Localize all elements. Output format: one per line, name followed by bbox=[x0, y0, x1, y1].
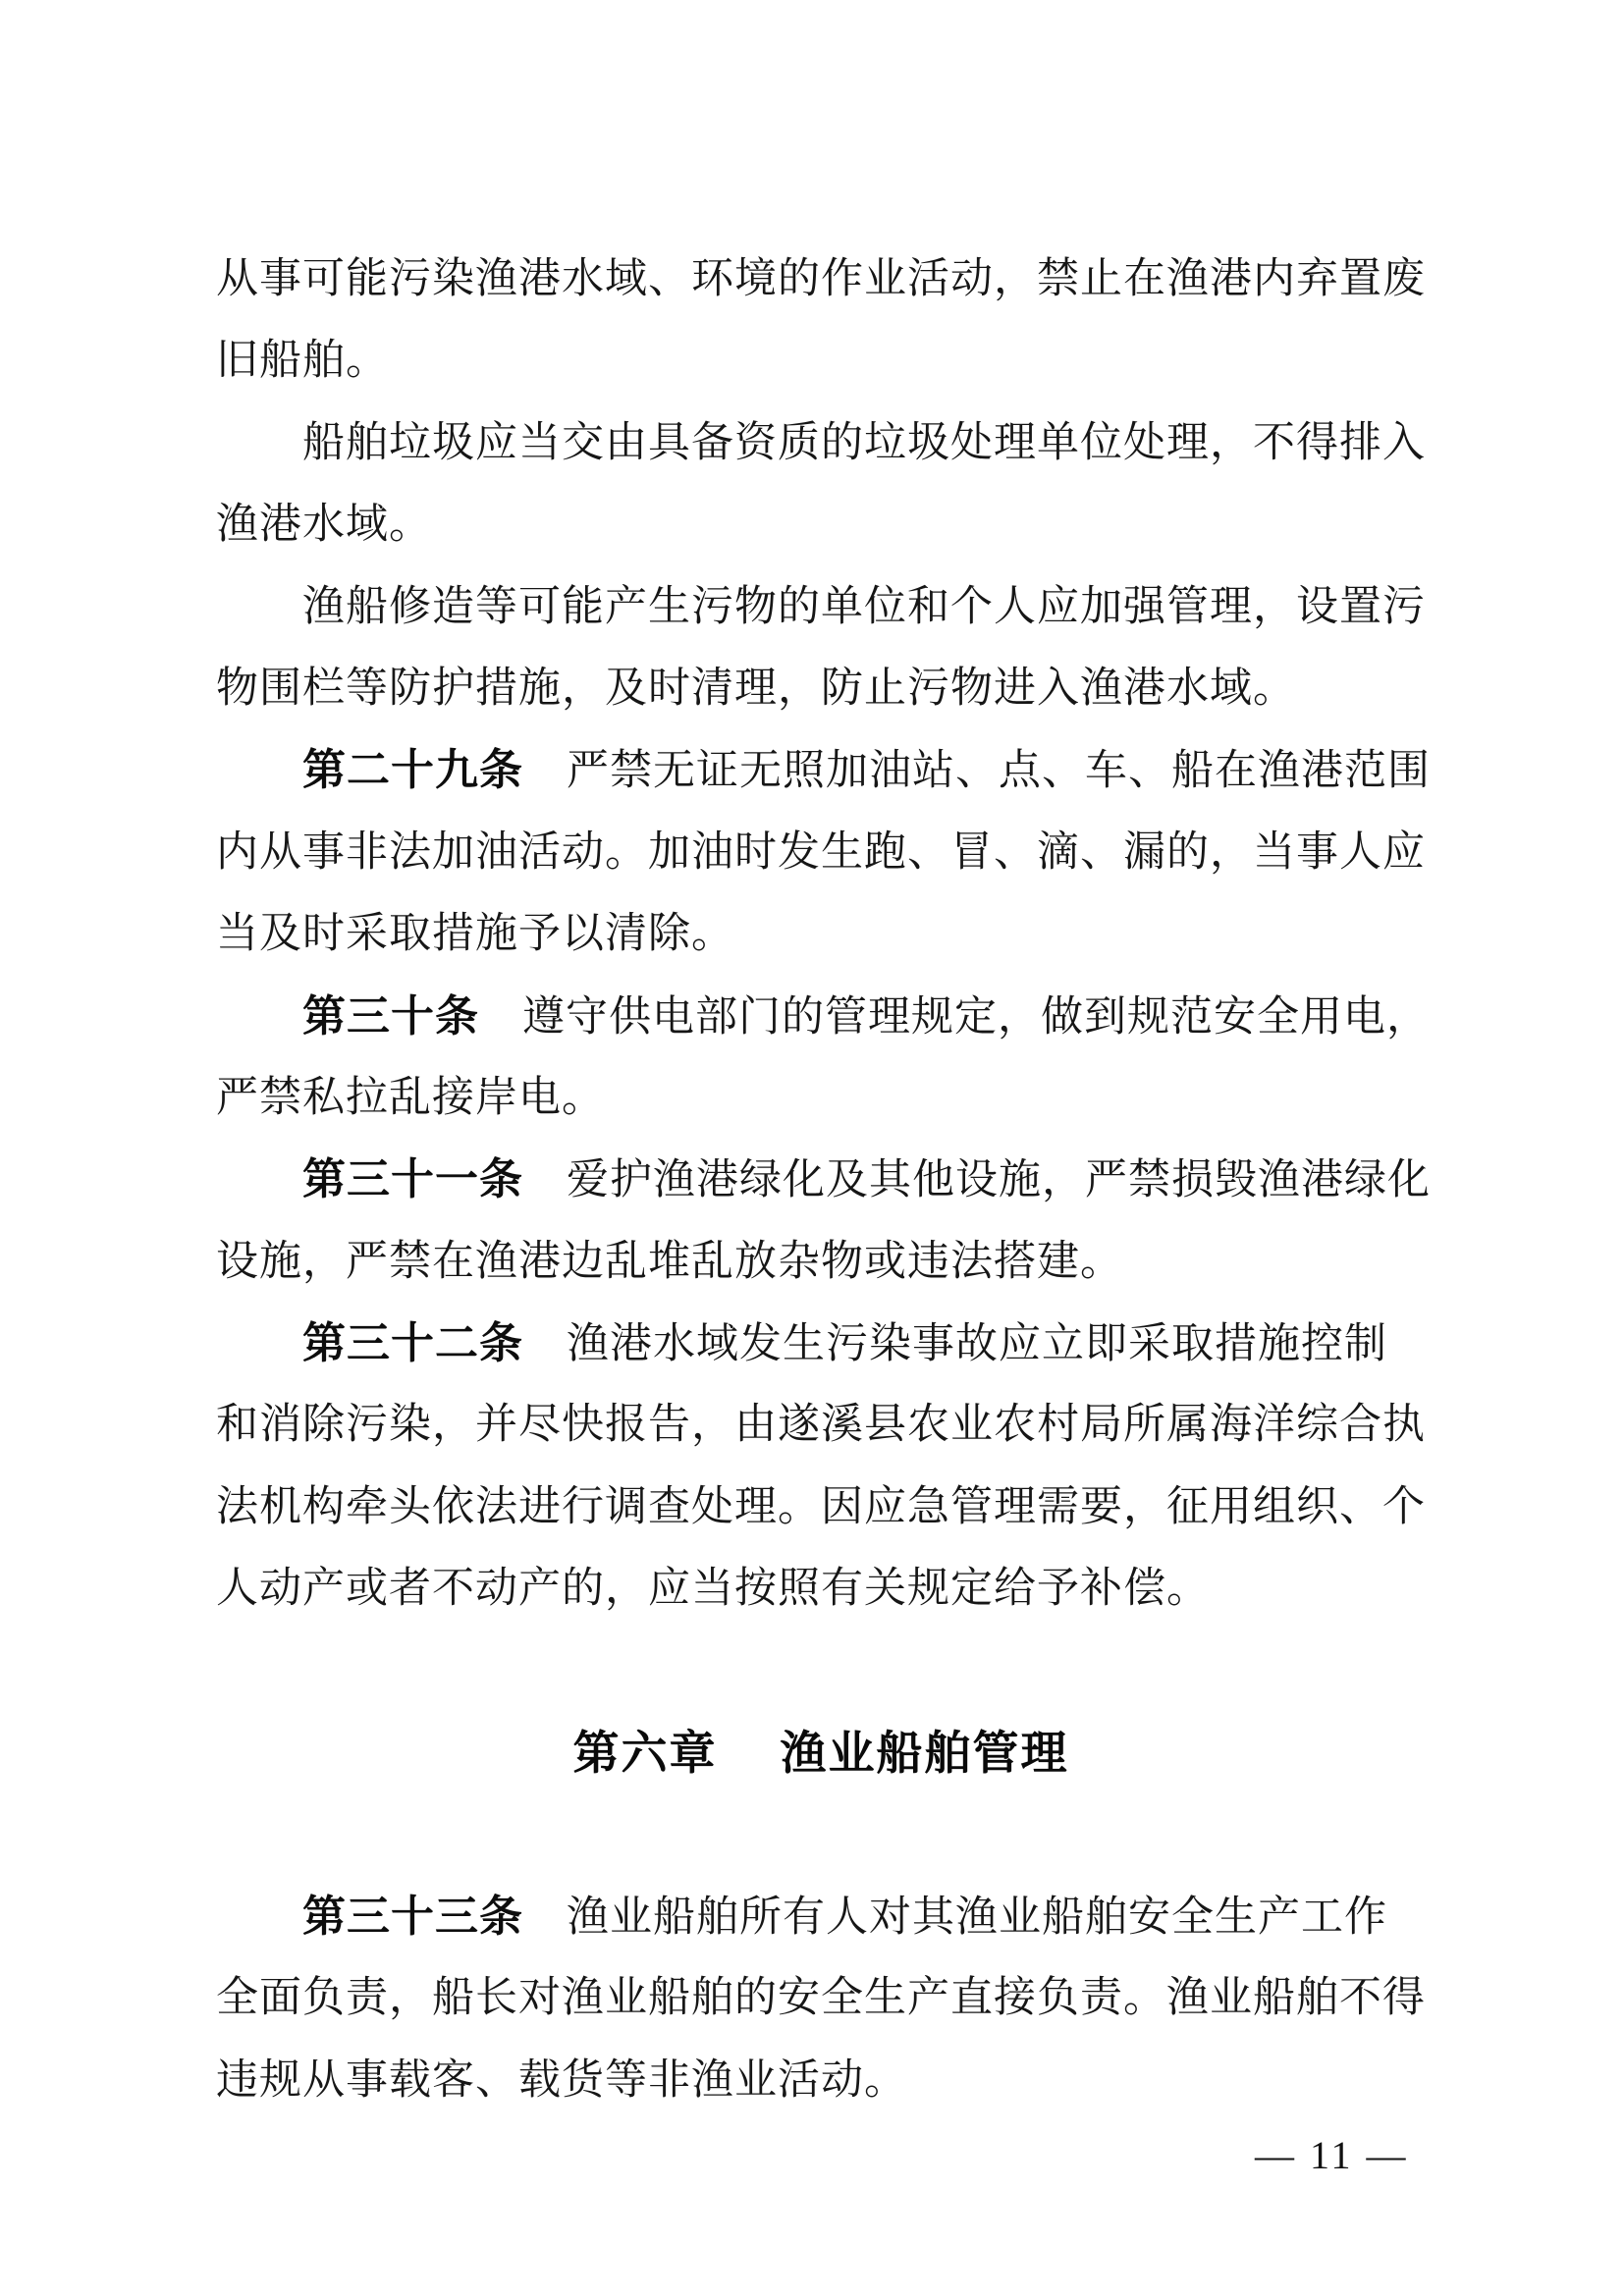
body-line bbox=[216, 1384, 1426, 1466]
body-line bbox=[216, 812, 1426, 893]
body-line bbox=[216, 484, 1426, 565]
article-number: 第三十条 bbox=[302, 991, 479, 1041]
line-text: 违规从事载客、载货等非渔业活动。 bbox=[216, 2056, 907, 2104]
line-text: 渔港水域发生污染事故应立即采取措施控制 bbox=[567, 1321, 1387, 1368]
body-line bbox=[216, 1957, 1426, 2039]
line-text: 物围栏等防护措施，及时清理，防止污物进入渔港水域。 bbox=[216, 665, 1296, 712]
line-text: 遵守供电部门的管理规定，做到规范安全用电， bbox=[522, 993, 1430, 1041]
body-line bbox=[216, 1876, 1426, 1957]
page-number: — 11 — bbox=[1255, 2133, 1409, 2177]
body-line bbox=[216, 239, 1426, 320]
body-line bbox=[216, 1057, 1426, 1139]
article-number: 第二十九条 bbox=[302, 746, 523, 795]
body-line bbox=[216, 402, 1426, 484]
body-line bbox=[216, 566, 1426, 648]
body-line bbox=[216, 648, 1426, 729]
chapter-title: 渔业船舶管理 bbox=[780, 1727, 1069, 1780]
article-number: 第三十一条 bbox=[302, 1155, 523, 1204]
body-line bbox=[216, 1548, 1426, 1629]
body-line bbox=[216, 320, 1426, 401]
line-text: 渔业船舶所有人对其渔业船舶安全生产工作 bbox=[567, 1894, 1387, 1941]
line-text: 严禁私拉乱接岸电。 bbox=[216, 1074, 605, 1121]
line-text: 船舶垃圾应当交由具备资质的垃圾处理单位处理，不得排入 bbox=[302, 419, 1426, 466]
line-text: 渔船修造等可能产生污物的单位和个人应加强管理，设置污 bbox=[302, 583, 1426, 630]
line-text: 设施，严禁在渔港边乱堆乱放杂物或违法搭建。 bbox=[216, 1238, 1123, 1285]
article-number: 第三十二条 bbox=[302, 1319, 523, 1368]
chapter-heading bbox=[216, 1712, 1426, 1793]
line-text: 全面负责，船长对渔业船舶的安全生产直接负责。渔业船舶不得 bbox=[216, 1975, 1426, 2022]
line-text: 严禁无证无照加油站、点、车、船在渔港范围 bbox=[567, 748, 1431, 795]
line-text: 人动产或者不动产的，应当按照有关规定给予补偿。 bbox=[216, 1566, 1210, 1613]
body-line bbox=[216, 1221, 1426, 1303]
line-text: 从事可能污染渔港水域、环境的作业活动，禁止在渔港内弃置废 bbox=[216, 256, 1426, 302]
chapter-number: 第六章 bbox=[572, 1727, 718, 1780]
blank-line bbox=[216, 1630, 1426, 1712]
body-line bbox=[216, 2040, 1426, 2121]
body-line bbox=[216, 1303, 1426, 1384]
line-text: 和消除污染，并尽快报告，由遂溪县农业农村局所属海洋综合执 bbox=[216, 1402, 1426, 1449]
body-line bbox=[216, 1139, 1431, 1220]
body-line bbox=[216, 1467, 1426, 1548]
document-body bbox=[216, 239, 1431, 2121]
body-line bbox=[216, 729, 1431, 811]
line-text: 当及时采取措施予以清除。 bbox=[216, 911, 734, 958]
line-text: 法机构牵头依法进行调查处理。因应急管理需要，征用组织、个 bbox=[216, 1483, 1426, 1530]
blank-line bbox=[216, 1793, 1426, 1875]
line-text: 内从事非法加油活动。加油时发生跑、冒、滴、漏的，当事人应 bbox=[216, 828, 1426, 876]
body-line bbox=[216, 893, 1426, 975]
line-text: 爱护渔港绿化及其他设施，严禁损毁渔港绿化 bbox=[567, 1157, 1431, 1204]
line-text: 渔港水域。 bbox=[216, 502, 432, 549]
body-line bbox=[216, 976, 1430, 1057]
article-number: 第三十三条 bbox=[302, 1892, 523, 1941]
line-text: 旧船舶。 bbox=[216, 338, 389, 385]
